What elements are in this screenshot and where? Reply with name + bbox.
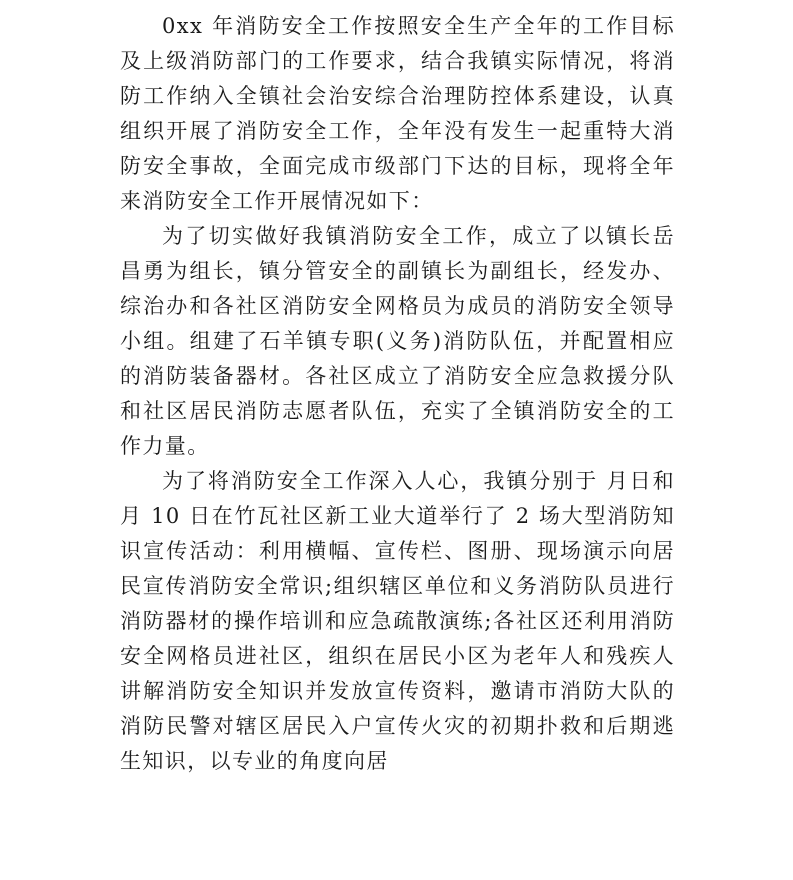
paragraph-intro: 0xx 年消防安全工作按照安全生产全年的工作目标及上级消防部门的工作要求，结合我镇实际情况，将消防工作纳入全镇社会治安综合治理防控体系建设，认真组织开展了消防安全工作，全年没有发生一起重特大消防安全事故，全面完成市级部门下达的目标，现将全年来消防安全工作开展情况如下： [120, 14, 675, 213]
paragraph-publicity-activities: 为了将消防安全工作深入人心，我镇分别于 月日和月 10 日在竹瓦社区新工业大道举行了 2 场大型消防知识宣传活动：利用横幅、宣传栏、图册、现场演示向居民宣传消防安全常识;组织辖区单位和义务消防队员进行消防器材的操作培训和应急疏散演练;各社区还利用消防安全网格员进社区，组织在居民小区为老年人和残疾人讲解消防安全知识并发放宣传资料，邀请市消防大队的消防民警对辖区居民入户宣传火灾的初期扑救和后期逃生知识，以专业的角度向居 [120, 469, 675, 773]
paragraph-leadership-group: 为了切实做好我镇消防安全工作，成立了以镇长岳昌勇为组长，镇分管安全的副镇长为副组长，经发办、综治办和各社区消防安全网格员为成员的消防安全领导小组。组建了石羊镇专职(义务)消防队伍，并配置相应的消防装备器材。各社区成立了消防安全应急救援分队和社区居民消防志愿者队伍，充实了全镇消防安全的工作力量。 [120, 224, 675, 458]
